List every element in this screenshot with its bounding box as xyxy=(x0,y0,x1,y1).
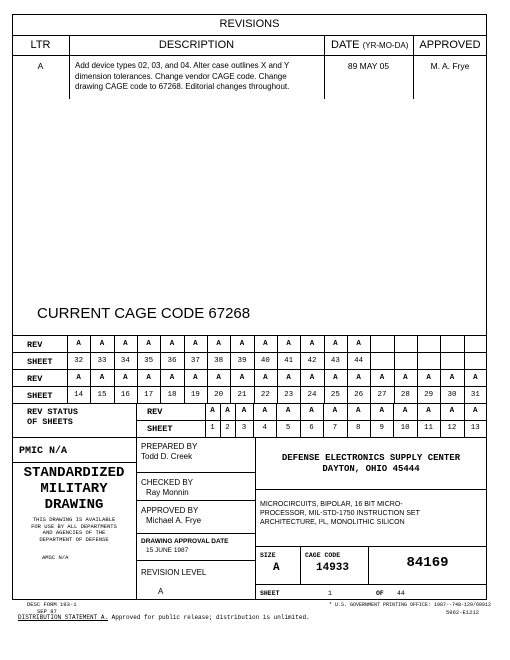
rev-cell: A xyxy=(286,374,291,382)
rev-cell: A xyxy=(76,374,81,382)
revision-date: 89 MAY 05 xyxy=(347,61,390,71)
cage-code-label: CAGE CODE xyxy=(305,552,341,559)
sheet-cell: 13 xyxy=(470,424,480,432)
rev-cell: A xyxy=(449,374,455,382)
sheet-cell: 26 xyxy=(354,391,364,399)
approved-header: APPROVED xyxy=(419,39,481,51)
sheet-cell: 10 xyxy=(400,424,410,432)
divider xyxy=(136,533,255,534)
sheet-cell: 4 xyxy=(262,424,267,432)
sheet-cell: 40 xyxy=(260,357,270,365)
approved-label: APPROVED BY xyxy=(141,506,199,515)
sheet-label: SHEET xyxy=(27,391,53,401)
rev-cell: A xyxy=(146,340,151,348)
rev-cell: A xyxy=(356,340,361,348)
form-line: SEP 87 xyxy=(37,607,57,615)
rev-cell: A xyxy=(193,340,198,348)
drawing-title xyxy=(260,500,420,527)
revision-letter: A xyxy=(37,61,44,71)
rev-cell: A xyxy=(356,407,361,415)
pmic: PMIC N/A xyxy=(19,446,68,457)
rev-cell: A xyxy=(262,407,267,415)
rev-cell: A xyxy=(76,340,81,348)
sheet-cell: 27 xyxy=(377,391,387,399)
divider xyxy=(12,462,136,463)
description-line: dimension tolerances. Change vendor CAGE code. Change xyxy=(75,71,287,81)
divider xyxy=(255,584,487,585)
std-line: STANDARDIZED xyxy=(23,465,125,481)
rev-cell: A xyxy=(356,374,361,382)
rev-cell: A xyxy=(285,407,291,415)
std-line: DRAWING xyxy=(44,497,104,513)
sheet-cell: 41 xyxy=(284,357,294,365)
rev-cell: A xyxy=(333,340,338,348)
sheet-cell: 35 xyxy=(144,357,154,365)
sheet-cell: 16 xyxy=(120,391,130,399)
approval-date-label: DRAWING APPROVAL DATE xyxy=(141,538,229,545)
sheet-cell: 34 xyxy=(120,357,130,365)
ltr-header: LTR xyxy=(30,39,51,51)
sheet-cell: 29 xyxy=(424,391,434,399)
sheet-cell: 1 xyxy=(210,424,215,432)
sheet-cell: 33 xyxy=(97,357,107,365)
rev-cell: A xyxy=(473,374,478,382)
avail-line: FOR USE BY ALL DEPARTMENTS xyxy=(31,522,117,530)
size-label: SIZE xyxy=(260,552,276,559)
divider xyxy=(136,472,255,473)
of-label: OF xyxy=(376,590,384,597)
form-number: 5962-E1212 xyxy=(446,609,480,616)
checked-label: CHECKED BY xyxy=(141,478,194,487)
agency-block xyxy=(255,453,487,475)
sheet-label: SHEET xyxy=(27,357,53,367)
rev-cell: A xyxy=(402,407,408,415)
sheet-cell: 42 xyxy=(307,357,317,365)
sheet-cell: 39 xyxy=(237,357,247,365)
sheet-cell: 31 xyxy=(470,391,480,399)
rev-cell: A xyxy=(169,340,175,348)
sheet-cell: 3 xyxy=(241,424,247,432)
avail-line: AND AGENCIES OF THE xyxy=(42,529,106,536)
divider xyxy=(12,352,487,353)
divider xyxy=(136,500,255,501)
sheet-cell: 9 xyxy=(379,424,384,432)
sheet-cell: 19 xyxy=(190,391,200,399)
sheet-number: 1 xyxy=(328,590,332,597)
rev-cell: A xyxy=(379,374,385,382)
distribution-label: DISTRIBUTION STATEMENT A. xyxy=(18,614,109,621)
rev-cell: A xyxy=(309,407,314,415)
rev-cell: A xyxy=(239,374,245,382)
sheet-cell: 6 xyxy=(309,424,314,432)
agency-line: DEFENSE ELECTRONICS SUPPLY CENTER xyxy=(281,453,461,463)
sheet-cell: 20 xyxy=(214,391,224,399)
title-line: MICROCIRCUITS, BIPOLAR, 16 BIT MICRO- xyxy=(260,501,403,508)
rev-cell: A xyxy=(263,340,268,348)
divider xyxy=(12,403,487,404)
sheet-cell: 44 xyxy=(354,357,364,365)
rev-cell: A xyxy=(426,407,431,415)
rev-cell: A xyxy=(473,407,478,415)
divider xyxy=(255,546,487,547)
prepared-label: PREPARED BY xyxy=(141,442,198,451)
rev-cell: A xyxy=(332,407,338,415)
sheet-cell: 2 xyxy=(225,424,230,432)
avail-line: THIS DRAWING IS AVAILABLE xyxy=(32,516,116,523)
sheet-cell: 38 xyxy=(214,357,224,365)
rev-cell: A xyxy=(169,374,175,382)
cage-code-value: 14933 xyxy=(316,562,350,574)
sheet-cell: 25 xyxy=(330,391,340,399)
rev-label: REV xyxy=(147,407,163,417)
description-line: drawing CAGE code to 67268. Editorial changes throughout. xyxy=(75,82,290,91)
rev-cell: A xyxy=(309,374,315,382)
divider xyxy=(12,386,487,387)
rev-cell: A xyxy=(216,374,221,382)
title-line: PROCESSOR, MIL-STD-1750 INSTRUCTION SET xyxy=(260,510,420,517)
sheet-cell: 21 xyxy=(237,391,247,399)
rev-cell: A xyxy=(225,407,230,415)
rev-cell: A xyxy=(263,374,268,382)
divider xyxy=(136,403,137,437)
sheet-cell: 7 xyxy=(332,424,338,432)
checked-name: Ray Monnin xyxy=(146,488,189,497)
rev-cell: A xyxy=(241,407,247,415)
rev-status-label xyxy=(27,407,78,427)
sheet-cell: 14 xyxy=(74,391,84,399)
sheet-cell: 22 xyxy=(260,391,270,399)
sheet-cell: 24 xyxy=(307,391,317,399)
rev-cell: A xyxy=(210,407,215,415)
rev-cell: A xyxy=(333,374,338,382)
rev-cell: A xyxy=(99,340,105,348)
prepared-name: Todd D. Creek xyxy=(141,452,193,461)
standardized-military-drawing xyxy=(12,465,136,513)
revision-level-label: REVISION LEVEL xyxy=(141,568,207,577)
divider xyxy=(136,437,137,600)
sheet-cell: 30 xyxy=(447,391,457,399)
drawing-number: 84169 xyxy=(406,555,449,571)
divider xyxy=(12,35,487,36)
rev-cell: A xyxy=(123,374,128,382)
distribution-statement xyxy=(18,614,310,621)
sheet-cell: 43 xyxy=(330,357,340,365)
rev-cell: A xyxy=(403,374,408,382)
sheet-cell: 32 xyxy=(74,357,84,365)
divider xyxy=(136,560,255,561)
std-line: MILITARY xyxy=(40,481,108,497)
divider xyxy=(69,35,70,99)
sheet-cell: 15 xyxy=(97,391,107,399)
sheet-cell: 36 xyxy=(167,357,177,365)
sheet-cell: 28 xyxy=(400,391,410,399)
rev-cell: A xyxy=(426,374,431,382)
sheet-cell: 11 xyxy=(423,424,433,432)
rev-label: REV xyxy=(27,340,43,350)
rev-cell: A xyxy=(123,340,128,348)
date-header-label: DATE xyxy=(331,39,360,51)
sheet-cell: 8 xyxy=(356,424,361,432)
agency-line: DAYTON, OHIO 45444 xyxy=(322,464,420,474)
rev-status-line: REV STATUS xyxy=(27,407,79,417)
rev-cell: A xyxy=(216,340,221,348)
current-cage-notice: CURRENT CAGE CODE 67268 xyxy=(37,305,251,322)
approval-date: 15 JUNE 1987 xyxy=(146,547,189,554)
divider xyxy=(12,55,487,56)
sheet-cell: 17 xyxy=(144,391,154,399)
sheet-total: 44 xyxy=(397,590,405,597)
rev-cell: A xyxy=(286,340,291,348)
sheet-cell: 12 xyxy=(447,424,457,432)
divider xyxy=(136,420,487,421)
revision-approver: M. A. Frye xyxy=(430,61,470,71)
divider xyxy=(12,335,487,336)
divider xyxy=(12,437,487,438)
rev-cell: A xyxy=(146,374,151,382)
rev-cell: A xyxy=(193,374,198,382)
distribution-text: Approved for public release; distribution is unlimited. xyxy=(111,614,310,621)
description-header: DESCRIPTION xyxy=(158,39,235,51)
avail-line: DEPARTMENT OF DEFENSE xyxy=(39,535,109,543)
sheet-cell: 37 xyxy=(190,357,200,365)
divider xyxy=(255,489,487,490)
revision-level: A xyxy=(158,587,164,596)
gpo-note: * U.S. GOVERNMENT PRINTING OFFICE: 1987--748-129/60912 xyxy=(329,602,492,608)
form-line: DESC FORM 193-1 xyxy=(27,601,77,608)
divider xyxy=(300,546,301,584)
sheet-cell: 18 xyxy=(167,391,177,399)
sheet-label: SHEET xyxy=(147,424,173,434)
sheet-label-footer: SHEET xyxy=(260,590,280,597)
revision-description xyxy=(75,61,289,93)
rev-status-line: OF SHEETS xyxy=(27,417,73,427)
sheet-cell: 5 xyxy=(285,424,291,432)
date-format-label: (YR-MO-DA) xyxy=(362,41,409,50)
description-line: Add device types 02, 03, and 04. Alter case outlines X and Y xyxy=(75,61,290,70)
divider xyxy=(12,369,487,370)
rev-cell: A xyxy=(449,407,455,415)
approved-name: Michael A. Frye xyxy=(146,516,202,525)
availability-note xyxy=(12,517,136,543)
rev-label: REV xyxy=(27,374,43,384)
title-line: ARCHITECTURE, I²L, MONOLITHIC SILICON xyxy=(260,519,405,526)
date-header xyxy=(331,39,408,51)
rev-cell: A xyxy=(309,340,315,348)
rev-cell: A xyxy=(379,407,384,415)
rev-cell: A xyxy=(239,340,245,348)
sheet-cell: 23 xyxy=(284,391,294,399)
revisions-title: REVISIONS xyxy=(219,18,280,30)
size-value: A xyxy=(273,562,280,574)
amsc: AMSC N/A xyxy=(42,554,69,561)
rev-cell: A xyxy=(99,374,105,382)
